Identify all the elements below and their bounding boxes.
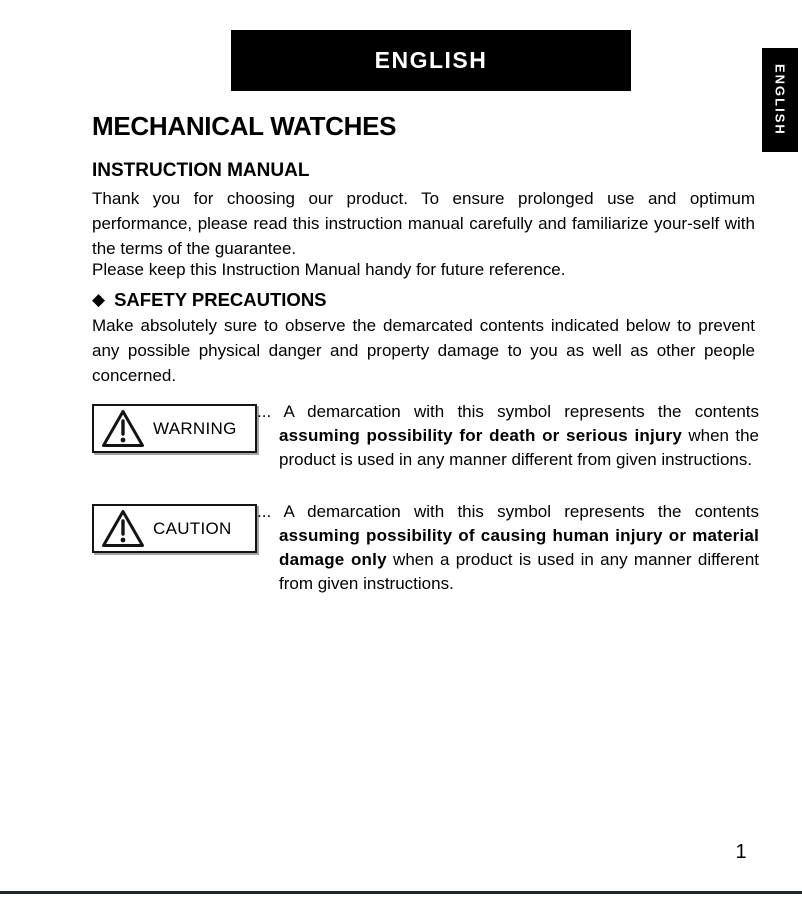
english-banner-label: ENGLISH [374, 47, 488, 73]
caution-label: CAUTION [153, 518, 232, 538]
warning-signal-box [92, 404, 257, 453]
bottom-rule [0, 891, 802, 894]
intro-paragraph: Thank you for choosing our product. To ensure prolonged use and optimum performance, please read this instruction manual carefully and familiarize your-self with the terms of the guarantee. [92, 189, 755, 258]
keep-handy-paragraph: Please keep this Instruction Manual handy for future reference. [92, 260, 566, 279]
warning-triangle-icon [100, 408, 146, 449]
diamond-icon: ◆ [92, 290, 106, 309]
safety-intro-paragraph: Make absolutely sure to observe the demarcated contents indicated below to prevent any possible physical danger and property damage to you as well as other people concerned. [92, 316, 755, 385]
caution-description-rest: when a product is used in any manner different from given instructions. [279, 550, 759, 593]
page-number: 1 [735, 841, 747, 863]
warning-callout [92, 400, 759, 472]
page-title: MECHANICAL WATCHES [92, 111, 397, 141]
caution-description-lead: ... A demarcation with this symbol represents the contents [257, 502, 759, 521]
caution-description [257, 500, 759, 596]
caution-signal-box [92, 504, 257, 553]
warning-description-rest: when the product is used in any manner different from given instructions. [279, 426, 759, 469]
warning-description-lead: ... A demarcation with this symbol represents the contents [257, 402, 759, 421]
caution-description-bold: assuming possibility of causing human injury or material damage only [279, 526, 759, 569]
safety-precautions-heading [92, 289, 327, 311]
warning-label: WARNING [153, 418, 237, 438]
safety-precautions-heading-label: SAFETY PRECAUTIONS [114, 289, 327, 310]
english-side-tab [762, 48, 798, 152]
warning-triangle-icon [100, 508, 146, 549]
warning-description [257, 400, 759, 472]
english-side-tab-label: ENGLISH [772, 64, 788, 136]
instruction-manual-heading: INSTRUCTION MANUAL [92, 160, 310, 181]
english-banner [231, 30, 631, 91]
warning-description-bold: assuming possibility for death or serious injury [279, 426, 682, 445]
caution-callout [92, 500, 759, 596]
